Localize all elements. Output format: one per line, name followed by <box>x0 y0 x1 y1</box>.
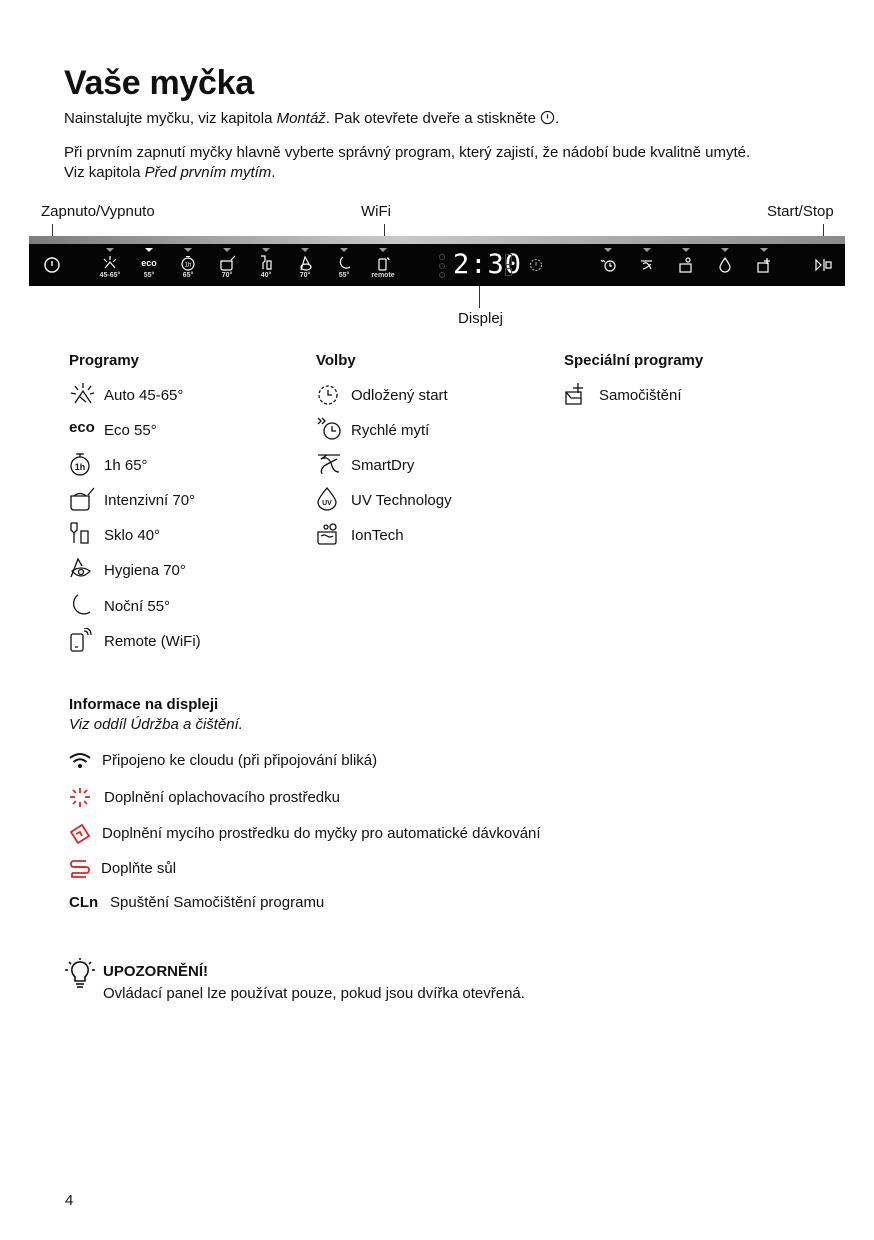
smartdry-icon <box>637 257 657 273</box>
power-icon <box>42 257 62 273</box>
intro-line-3: Viz kapitola Před prvním mytím. <box>64 164 276 181</box>
hygiene-icon <box>295 255 315 271</box>
uv-icon <box>715 257 735 273</box>
iontech-icon <box>316 522 342 548</box>
remote-icon <box>69 628 95 654</box>
panel-btn-eco[interactable]: eco 55° <box>134 244 164 286</box>
callout-display: Displej <box>458 310 504 327</box>
panel-btn-hygiene[interactable]: 70° <box>290 244 320 286</box>
rinse-aid-icon <box>69 787 91 809</box>
play-pause-icon <box>813 257 833 273</box>
panel-btn-glass[interactable]: 40° <box>251 244 281 286</box>
hygiene-icon <box>69 557 95 583</box>
moon-icon <box>69 593 95 619</box>
lightbulb-icon <box>64 958 96 990</box>
self-clean-icon <box>564 382 590 408</box>
panel-btn-smartdry[interactable] <box>632 244 662 286</box>
wifi-icon <box>69 750 91 772</box>
remote-icon <box>373 255 393 271</box>
uv-icon <box>316 487 342 513</box>
intro-line-1: Nainstalujte myčku, viz kapitola Montáž. Pak otevřete dveře a stiskněte . <box>64 110 560 127</box>
glass-icon <box>256 255 276 271</box>
delay-start-icon <box>316 382 342 408</box>
panel-btn-night[interactable]: 55° <box>329 244 359 286</box>
panel-btn-iontech[interactable] <box>671 244 701 286</box>
intro-line-2: Při prvním zapnutí myčky hlavně vyberte správný program, který zajistí, že nádobí bude kvalitně umyté. <box>64 144 751 161</box>
power-button[interactable] <box>37 244 67 286</box>
special-heading: Speciální programy <box>564 352 704 369</box>
panel-btn-quick-wash[interactable] <box>593 244 623 286</box>
salt-icon <box>69 858 91 880</box>
panel-btn-self-clean[interactable] <box>749 244 779 286</box>
display-readout: 2:30 <box>453 249 523 280</box>
auto-icon <box>69 382 95 408</box>
pot-icon <box>69 487 95 513</box>
page-title: Vaše myčka <box>64 64 254 102</box>
delay-indicator-icon <box>529 258 543 272</box>
iontech-icon <box>676 257 696 273</box>
control-panel-frame <box>29 236 845 244</box>
moon-icon <box>334 255 354 271</box>
quick-wash-icon <box>598 257 618 273</box>
eco-icon: eco <box>69 419 95 436</box>
panel-btn-uv[interactable] <box>710 244 740 286</box>
display-info-heading: Informace na displeji <box>69 696 219 713</box>
display-indicator-right <box>505 254 513 276</box>
auto-icon <box>100 255 120 271</box>
panel-btn-intensive[interactable]: 70° <box>212 244 242 286</box>
quick-wash-icon <box>316 417 342 443</box>
options-heading: Volby <box>316 352 356 369</box>
timer-1h-icon <box>69 452 95 478</box>
detergent-icon <box>69 823 91 845</box>
warning-title: UPOZORNĚNÍ! <box>103 963 208 980</box>
programs-heading: Programy <box>69 352 140 369</box>
display-indicator-left <box>439 254 445 276</box>
callout-wifi: WiFi <box>361 203 391 220</box>
panel-btn-1h[interactable]: 1h 65° <box>173 244 203 286</box>
callout-power: Zapnuto/Vypnuto <box>41 203 155 220</box>
panel-btn-remote[interactable]: remote <box>368 244 398 286</box>
control-panel <box>29 244 845 286</box>
warning-text: Ovládací panel lze používat pouze, pokud jsou dvířka otevřená. <box>103 985 525 1002</box>
eco-icon: eco <box>141 258 157 268</box>
svg-text:1h: 1h <box>74 462 86 472</box>
pot-icon <box>217 255 237 271</box>
svg-text:UV: UV <box>322 500 332 507</box>
glass-icon <box>69 522 95 548</box>
display-info-subheading: Viz oddíl Údržba a čištění. <box>69 716 243 733</box>
start-stop-button[interactable] <box>808 244 838 286</box>
cln-code: CLn <box>69 894 99 911</box>
svg-text:1h: 1h <box>184 262 192 269</box>
panel-btn-auto[interactable]: 45-65° <box>95 244 125 286</box>
self-clean-icon <box>754 257 774 273</box>
page-number: 4 <box>65 1192 74 1209</box>
power-icon <box>540 110 555 125</box>
callout-start-stop: Start/Stop <box>767 203 834 220</box>
smartdry-icon <box>316 452 342 478</box>
timer-1h-icon <box>178 255 198 271</box>
